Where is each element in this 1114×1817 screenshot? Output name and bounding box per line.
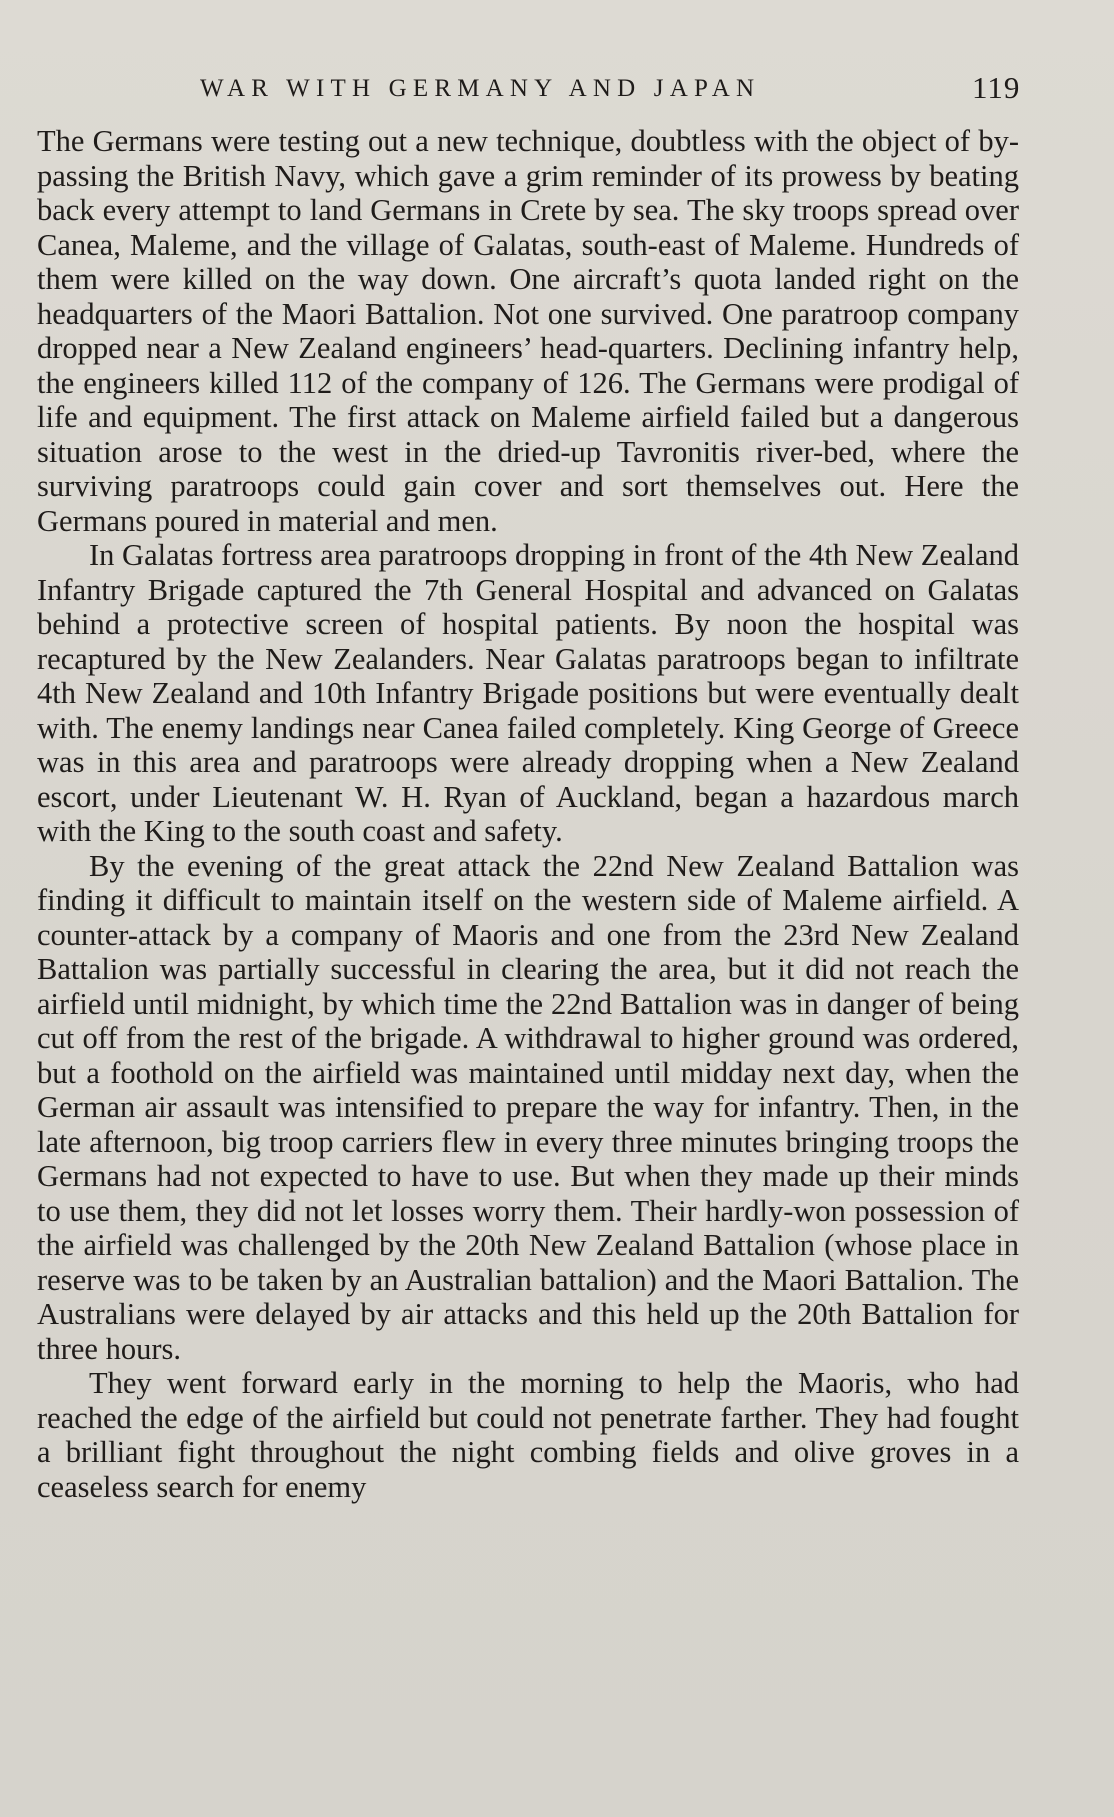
paragraph-2: In Galatas fortress area paratroops dropping in front of the 4th New Zealand Infantry Brigade captured the 7th General Hospital and advanced on Galatas behind a protective screen of hospital patients. By noon the hospital was recaptured by the New Zealanders. Near Galatas paratroops began to infiltrate 4th New Zealand and 10th Infantry Brigade positions but were eventually dealt with. The enemy landings near Canea failed completely. King George of Greece was in this area and paratroops were already dropping when a New Zealand escort, under Lieutenant W. H. Ryan of Auckland, began a hazardous march with the King to the south coast and safety. — [37, 538, 1019, 848]
running-title: WAR WITH GERMANY AND JAPAN — [200, 75, 761, 102]
page-number: 119 — [972, 70, 1021, 105]
body-text — [37, 124, 1019, 1504]
paragraph-4: They went forward early in the morning to help the Maoris, who had reached the edge of the airfield but could not penetrate farther. They had fought a brilliant fight throughout the night combing fields and olive groves in a ceaseless search for enemy — [37, 1366, 1019, 1504]
paragraph-3: By the evening of the great attack the 22nd New Zealand Battalion was finding it difficult to maintain itself on the western side of Maleme airfield. A counter-attack by a company of Maoris and one from the 23rd New Zealand Battalion was partially successful in clearing the area, but it did not reach the airfield until midnight, by which time the 22nd Battalion was in danger of being cut off from the rest of the brigade. A withdrawal to higher ground was ordered, but a foothold on the airfield was maintained until midday next day, when the German air assault was intensified to prepare the way for infantry. Then, in the late afternoon, big troop carriers flew in every three minutes bringing troops the Germans had not expected to have to use. But when they made up their minds to use them, they did not let losses worry them. Their hardly-won possession of the airfield was challenged by the 20th New Zealand Battalion (whose place in reserve was to be taken by an Australian battalion) and the Maori Battalion. The Australians were delayed by air attacks and this held up the 20th Battalion for three hours. — [37, 848, 1019, 1366]
paragraph-1: The Germans were testing out a new technique, doubtless with the object of by-passing the British Navy, which gave a grim reminder of its prowess by beating back every attempt to land Germans in Crete by sea. The sky troops spread over Canea, Maleme, and the village of Galatas, south-east of Maleme. Hundreds of them were killed on the way down. One aircraft’s quota landed right on the headquarters of the Maori Battalion. Not one survived. One paratroop company dropped near a New Zealand engineers’ head-quarters. Declining infantry help, the engineers killed 112 of the company of 126. The Germans were prodigal of life and equipment. The first attack on Maleme airfield failed but a dangerous situation arose to the west in the dried-up Tavronitis river-bed, where the surviving paratroops could gain cover and sort themselves out. Here the Germans poured in material and men. — [37, 124, 1019, 538]
running-header — [0, 72, 1114, 112]
